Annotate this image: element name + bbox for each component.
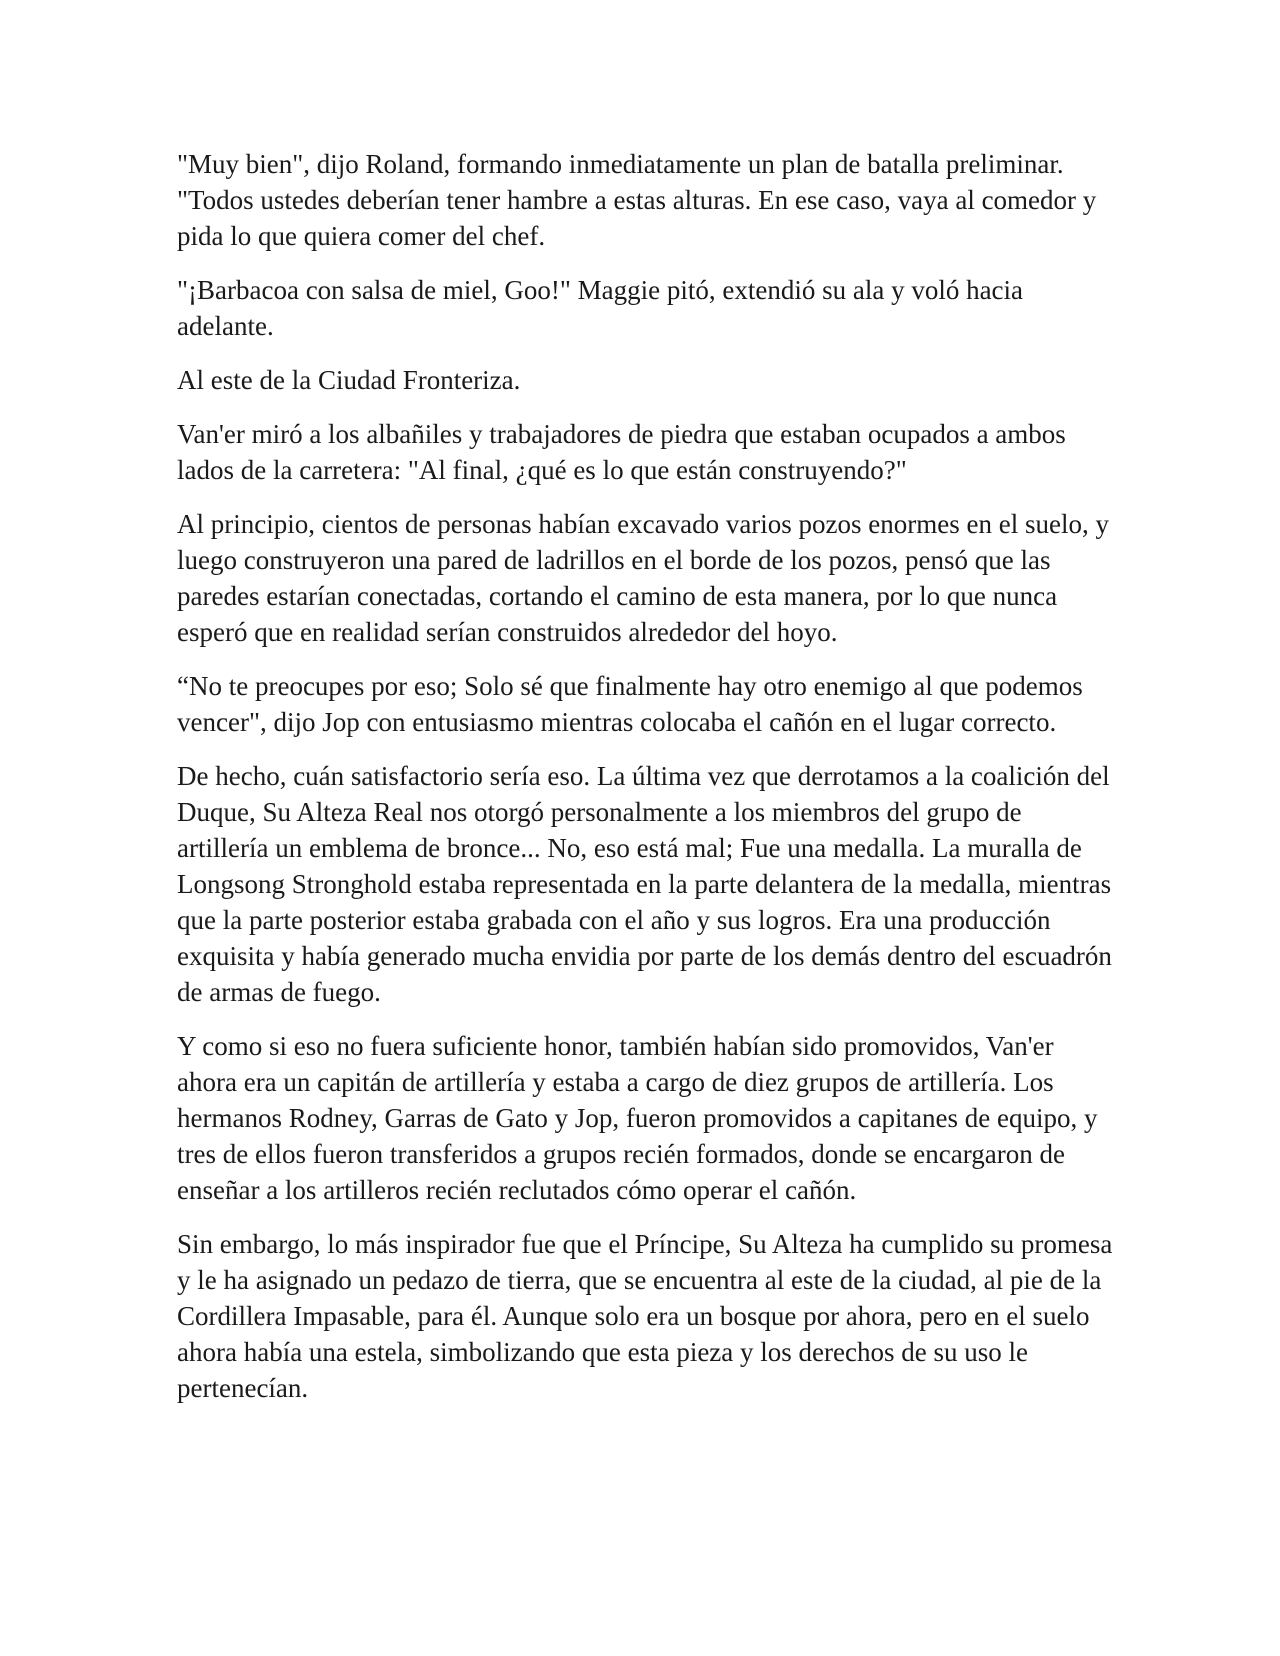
document-body (177, 146, 1117, 1424)
paragraph: "Muy bien", dijo Roland, formando inmediatamente un plan de batalla preliminar. "Todos ustedes deberían tener hambre a estas alturas. En ese caso, vaya al comedor y pida lo que quiera comer del chef. (177, 149, 1097, 251)
paragraph: Al este de la Ciudad Fronteriza. (177, 365, 521, 395)
paragraph: "¡Barbacoa con salsa de miel, Goo!" Maggie pitó, extendió su ala y voló hacia adelante. (177, 275, 1024, 341)
paragraph: Al principio, cientos de personas habían excavado varios pozos enormes en el suelo, y luego construyeron una pared de ladrillos en el borde de los pozos, pensó que las paredes estarían conectadas, cortando el camino de esta manera, por lo que nunca esperó que en realidad serían construidos alrededor del hoyo. (177, 509, 1109, 647)
paragraph: De hecho, cuán satisfactorio sería eso. La última vez que derrotamos a la coalición del Duque, Su Alteza Real nos otorgó personalmente a los miembros del grupo de artillería un emblema de bronce... No, eso está mal; Fue una medalla. La muralla de Longsong Stronghold estaba representada en la parte delantera de la medalla, mientras que la parte posterior estaba grabada con el año y sus logros. Era una producción exquisita y había generado mucha envidia por parte de los demás dentro del escuadrón de armas de fuego. (177, 761, 1112, 1007)
paragraph: Van'er miró a los albañiles y trabajadores de piedra que estaban ocupados a ambos lados de la carretera: "Al final, ¿qué es lo que están construyendo?" (177, 419, 1066, 485)
paragraph: Sin embargo, lo más inspirador fue que el Príncipe, Su Alteza ha cumplido su promesa y le ha asignado un pedazo de tierra, que se encuentra al este de la ciudad, al pie de la Cordillera Impasable, para él. Aunque solo era un bosque por ahora, pero en el suelo ahora había una estela, simbolizando que esta pieza y los derechos de su uso le pertenecían. (177, 1229, 1113, 1403)
paragraph: “No te preocupes por eso; Solo sé que finalmente hay otro enemigo al que podemos vencer", dijo Jop con entusiasmo mientras colocaba el cañón en el lugar correcto. (177, 671, 1083, 737)
paragraph: Y como si eso no fuera suficiente honor, también habían sido promovidos, Van'er ahora era un capitán de artillería y estaba a cargo de diez grupos de artillería. Los hermanos Rodney, Garras de Gato y Jop, fueron promovidos a capitanes de equipo, y tres de ellos fueron transferidos a grupos recién formados, donde se encargaron de enseñar a los artilleros recién reclutados cómo operar el cañón. (177, 1031, 1098, 1205)
